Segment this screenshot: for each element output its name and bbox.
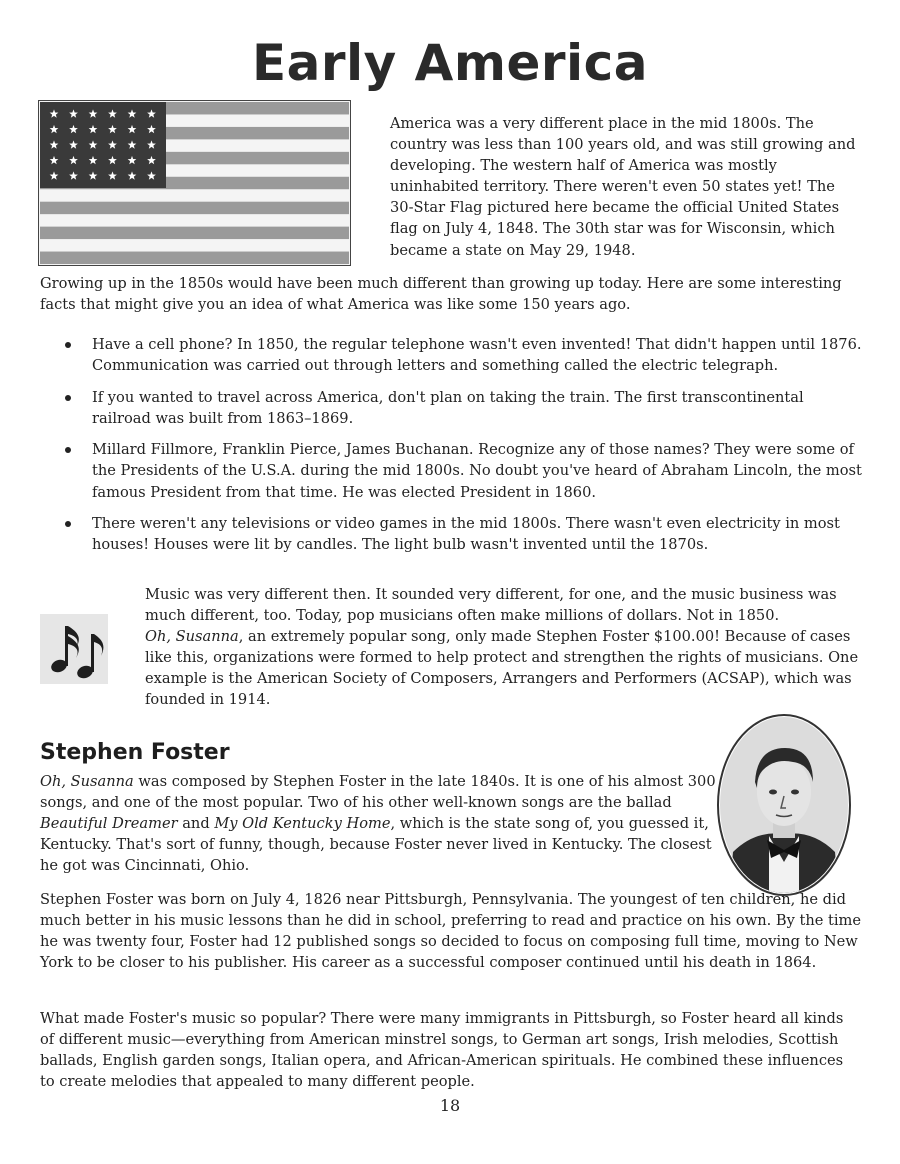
bio-paragraph-3: What made Foster's music so popular? There were many immigrants in Pittsburgh, so Foster heard all kinds of different music—everything from American minstrel songs, to German art songs, Irish melodies, Scottish ballads, English garden songs, Italian opera, and African-American spirituals. He combined these influences to create melodies that appealed to many different people. bbox=[40, 1010, 844, 1091]
bullet-icon bbox=[65, 395, 71, 401]
intro-paragraph: America was a very different place in the mid 1800s. The country was less than 100 years old, and was still growing and developing. The western half of America was mostly uninhabited territory. There weren't even 50 states yet! The 30-Star Flag pictured here became the official United States flag on July 4, 1848. The 30th star was for Wisconsin, which became a state on May 29, 1948. bbox=[390, 115, 856, 259]
song-title: Beautiful Dreamer bbox=[40, 815, 178, 833]
song-title: Oh, Susanna bbox=[145, 628, 239, 646]
page-title: Early America bbox=[251, 34, 649, 92]
music-notes-icon bbox=[40, 614, 108, 684]
list-item: If you wanted to travel across America, don't plan on taking the train. The first transcontinental railroad was built from 1863–1869. bbox=[40, 387, 862, 429]
section-heading: Stephen Foster bbox=[40, 740, 230, 765]
music-paragraph: Music was very different then. It sounded very different, for one, and the music business was much different, too. Today, pop musicians often make millions of dollars. Not in 1850. Oh, Susanna, an extremely popular song, only made Stephen Foster $100.00! Because of cases like this, organizations were formed to help protect and strengthen the rights of musicians. One example is the American Society of Composers, Arrangers and Performers (ACSAP), which was founded in 1914. bbox=[145, 586, 859, 709]
song-title: Oh, Susanna bbox=[40, 773, 134, 790]
lead-paragraph: Growing up in the 1850s would have been much different than growing up today. Here are some interesting facts that might give you an idea of what America was like some 150 years ago. bbox=[40, 275, 842, 314]
list-item: Millard Fillmore, Franklin Pierce, James Buchanan. Recognize any of those names? They were some of the Presidents of the U.S.A. during the mid 1800s. No doubt you've heard of Abraham Lincoln, the most famous President from that time. He was elected President in 1860. bbox=[40, 439, 862, 502]
bio-paragraph-1: Oh, Susanna was composed by Stephen Foster in the late 1840s. It is one of his almost 300 songs, and one of the most popular. Two of his other well-known songs are the ballad Beautiful Dreamer and My Old Kentucky Home, which is the state song of, you guessed it, Kentucky. That's sort of funny, though, because Foster never lived in Kentucky. The closest he got was Cincinnati, Ohio. bbox=[40, 773, 716, 875]
bullet-icon bbox=[65, 342, 71, 348]
page-number: 18 bbox=[439, 1096, 461, 1115]
bio-paragraph-2: Stephen Foster was born on July 4, 1826 near Pittsburgh, Pennsylvania. The youngest of ten children, he did much better in his music lessons than he did in school, preferring to read and practice on his own. By the time he was twenty four, Foster had 12 published songs so decided to focus on composing full time, moving to New York to be closer to his publisher. His career as a successful composer continued until his death in 1864. bbox=[40, 891, 862, 972]
thirty-star-flag-image bbox=[38, 100, 351, 266]
list-item: Have a cell phone? In 1850, the regular telephone wasn't even invented! That didn't happen until 1876. Communication was carried out through letters and something called the electric telegraph. bbox=[40, 334, 862, 376]
stephen-foster-portrait bbox=[715, 712, 853, 898]
bullet-icon bbox=[65, 521, 71, 527]
flag-stripe bbox=[40, 202, 349, 214]
bullet-icon bbox=[65, 447, 71, 453]
facts-list bbox=[40, 334, 862, 566]
flag-stripe bbox=[40, 227, 349, 239]
song-title: My Old Kentucky Home bbox=[214, 815, 391, 833]
list-item: There weren't any televisions or video games in the mid 1800s. There wasn't even electricity in most houses! Houses were lit by candles. The light bulb wasn't invented until the 1870s. bbox=[40, 513, 862, 555]
flag-stripe bbox=[40, 252, 349, 264]
